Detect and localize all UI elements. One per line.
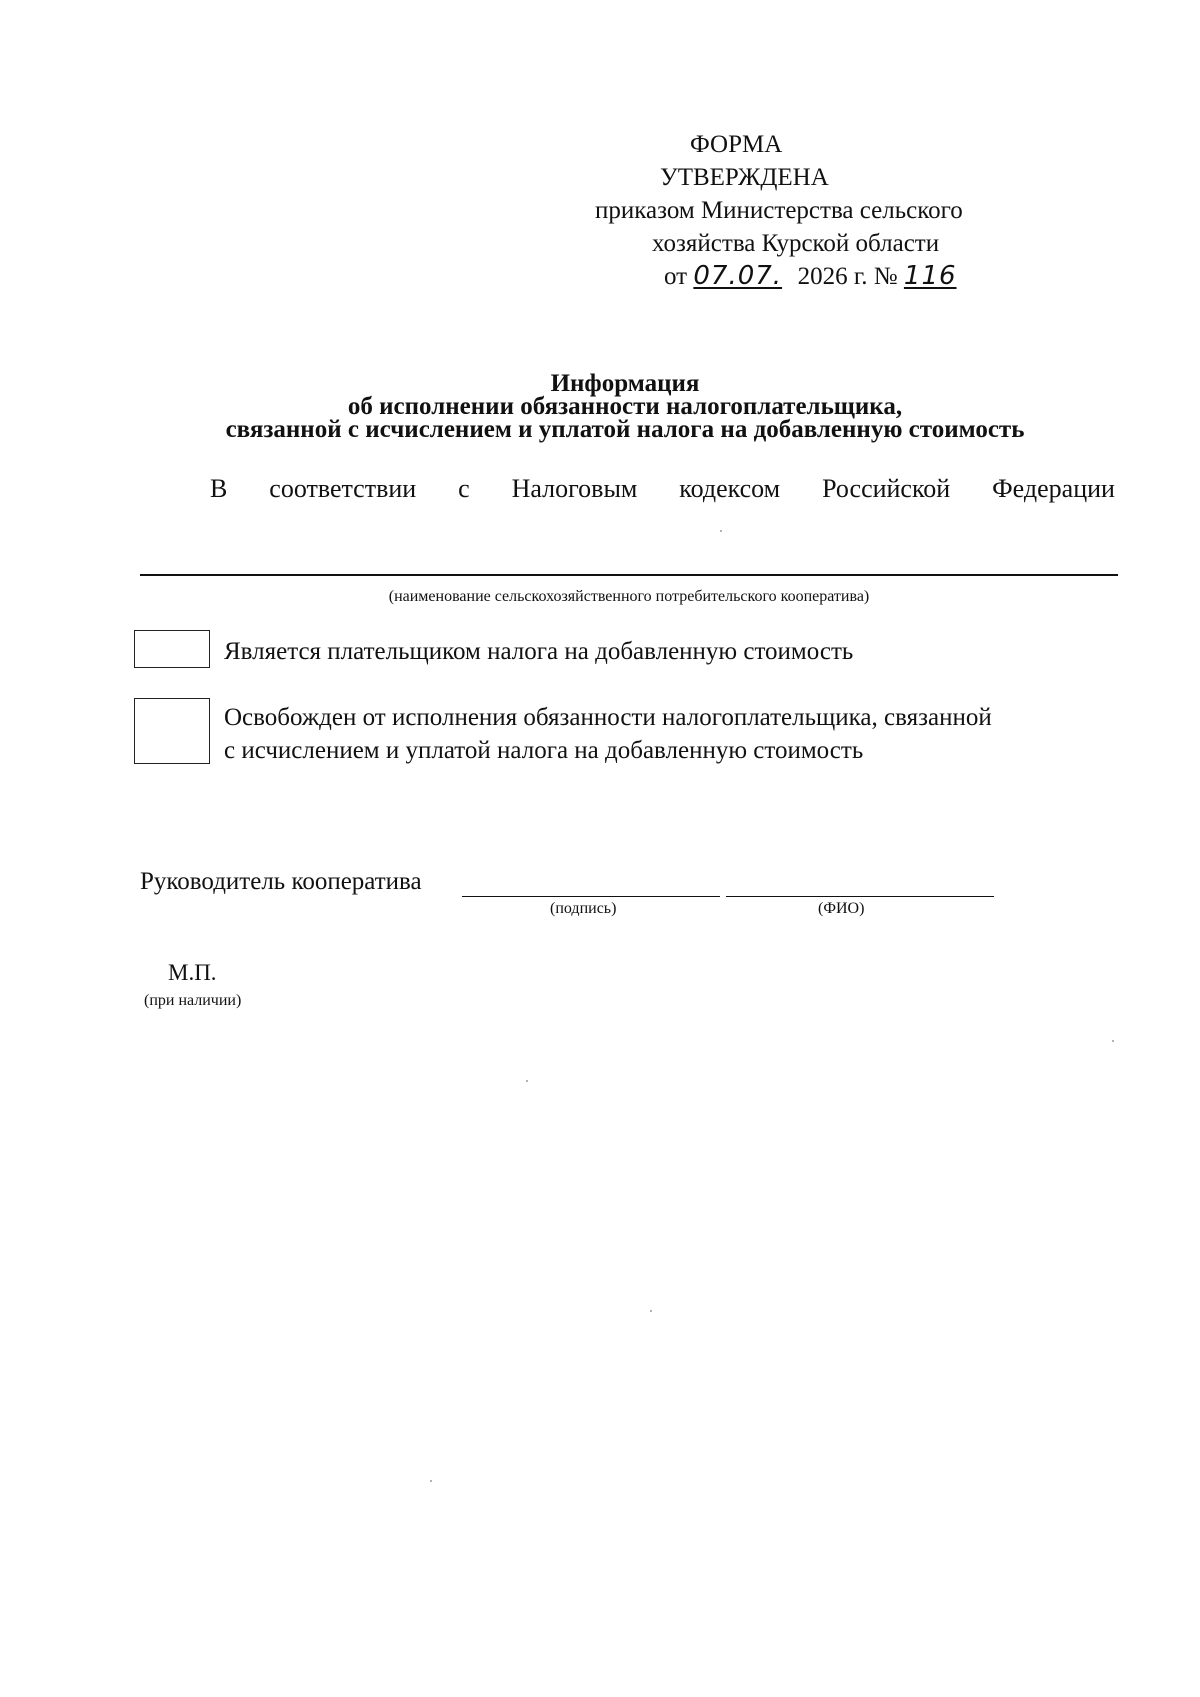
payer-option-label: Является плательщиком налога на добавленную стоимость bbox=[224, 638, 854, 665]
scan-speck bbox=[650, 1310, 652, 1312]
intro-word: кодексом bbox=[679, 474, 781, 503]
scan-speck bbox=[430, 1480, 432, 1482]
payer-checkbox[interactable] bbox=[134, 630, 210, 668]
exempt-line1: Освобожден от исполнения обязанности налогоплательщика, связанной bbox=[224, 704, 992, 731]
intro-word: В bbox=[210, 474, 228, 503]
title-line1: Информация bbox=[550, 370, 700, 397]
head-of-cooperative-label: Руководитель кооператива bbox=[140, 868, 422, 895]
handwritten-order-number: 116 bbox=[903, 261, 957, 291]
cooperative-name-field[interactable] bbox=[140, 574, 1118, 576]
intro-word: с bbox=[458, 474, 470, 503]
intro-word: Российской bbox=[822, 474, 951, 503]
stamp-place-label: М.П. bbox=[168, 960, 217, 985]
from-prefix: от bbox=[664, 263, 688, 290]
full-name-caption: (ФИО) bbox=[818, 900, 865, 917]
title-line3: связанной с исчислением и уплатой налога на добавленную стоимость bbox=[225, 416, 1025, 443]
full-name-field[interactable] bbox=[726, 896, 994, 897]
scan-speck bbox=[1112, 1040, 1114, 1042]
handwritten-date: 07.07. bbox=[693, 261, 783, 291]
intro-word: соответствии bbox=[269, 474, 417, 503]
document-title bbox=[0, 372, 1200, 441]
cooperative-name-caption: (наименование сельскохозяйственного потребительского кооператива) bbox=[388, 588, 870, 605]
exempt-line2: с исчислением и уплатой налога на добавленную стоимость bbox=[224, 737, 864, 764]
form-label: ФОРМА bbox=[690, 131, 783, 158]
order-text-line1: приказом Министерства сельского bbox=[595, 197, 963, 224]
year-number-text: 2026 г. № bbox=[797, 263, 898, 290]
signature-caption: (подпись) bbox=[550, 900, 617, 917]
title-line2: об исполнении обязанности налогоплательщика, bbox=[347, 393, 903, 420]
order-date-line bbox=[664, 260, 964, 293]
stamp-caption: (при наличии) bbox=[144, 992, 242, 1009]
intro-word: Федерации bbox=[992, 474, 1115, 503]
exempt-checkbox[interactable] bbox=[134, 698, 210, 764]
approved-label: УТВЕРЖДЕНА bbox=[660, 164, 829, 191]
signature-field[interactable] bbox=[462, 896, 720, 897]
order-text-line2: хозяйства Курской области bbox=[652, 230, 940, 257]
scan-speck bbox=[526, 1080, 528, 1082]
exempt-option-label bbox=[224, 701, 1124, 767]
intro-sentence bbox=[210, 474, 1115, 504]
scan-speck bbox=[720, 530, 722, 532]
intro-word: Налоговым bbox=[511, 474, 638, 503]
